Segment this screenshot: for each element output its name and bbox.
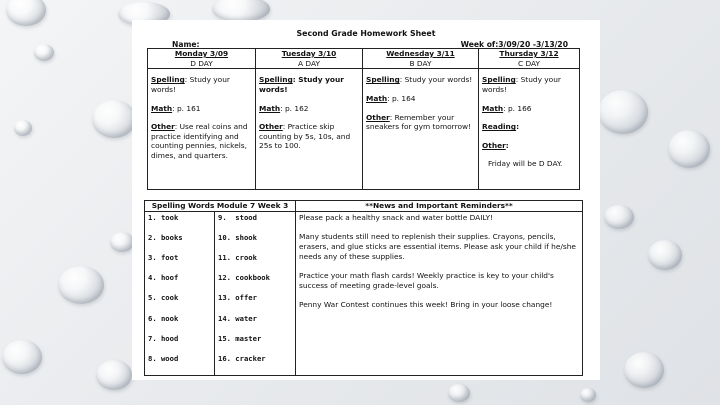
subject-label: Math xyxy=(366,93,388,103)
spelling-word: 7. hood xyxy=(148,333,179,343)
subject-label: Spelling xyxy=(151,75,185,85)
weekly-homework-table xyxy=(147,48,580,190)
homework-sheet xyxy=(132,20,600,380)
name-label: Name: xyxy=(172,40,200,49)
spelling-word: 8. wood xyxy=(148,353,179,363)
subject-label: Other xyxy=(366,112,390,122)
monday-assignments xyxy=(148,69,256,190)
day-header-wednesday: Wednesday 3/11 B DAY xyxy=(363,49,479,69)
spelling-word: 6. nook xyxy=(148,313,179,323)
thursday-assignments xyxy=(479,69,580,190)
subject-label: Other xyxy=(482,140,506,150)
friday-note: Friday will be D DAY. xyxy=(488,159,563,169)
news-reminders xyxy=(296,211,583,376)
wednesday-math: : p. 164 xyxy=(387,93,416,103)
spelling-words-column-1 xyxy=(145,211,215,376)
news-item: Please pack a healthy snack and water bottle DAILY! xyxy=(299,212,494,222)
tuesday-math: : p. 162 xyxy=(280,103,309,113)
spelling-words-header: Spelling Words Module 7 Week 3 xyxy=(145,201,296,212)
day-header-monday: Monday 3/09 D DAY xyxy=(148,49,256,69)
spelling-words-column-2 xyxy=(215,211,296,376)
news-item: Penny War Contest continues this week! Bring in your loose change! xyxy=(299,300,553,310)
spelling-word: 10. shook xyxy=(218,232,257,242)
tuesday-other: : Practice skip counting by 5s, 10s, and 25s to 100. xyxy=(259,122,351,151)
spelling-word: 3. foot xyxy=(148,253,179,262)
monday-other: : Use real coins and practice identifying and counting pennies, nickels, dimes, and quarters. xyxy=(151,122,248,160)
spelling-word: 1. took xyxy=(148,212,179,222)
thursday-math: : p. 166 xyxy=(503,103,532,113)
day-header-thursday: Thursday 3/12 C DAY xyxy=(479,49,580,69)
thursday-reading: : xyxy=(516,122,520,132)
subject-label: Spelling xyxy=(366,75,400,85)
day-header-tuesday: Tuesday 3/10 A DAY xyxy=(256,49,363,69)
wednesday-other: : Remember your sneakers for gym tomorrow! xyxy=(366,112,471,132)
spelling-word: 11. crook xyxy=(218,253,257,262)
subject-label: Math xyxy=(151,103,173,113)
spelling-word: 14. water xyxy=(218,313,257,323)
news-header: **News and Important Reminders** xyxy=(296,201,583,212)
spelling-word: 13. offer xyxy=(218,293,257,303)
monday-math: : p. 161 xyxy=(172,103,201,113)
spelling-word: 2. books xyxy=(148,232,183,242)
words-and-news-table xyxy=(144,200,583,376)
monday-spelling: : Study your words! xyxy=(151,75,230,94)
news-item: Practice your math flash cards! Weekly practice is key to your child's success of meeting grade-level goals. xyxy=(299,271,554,290)
thursday-spelling: : Study your words! xyxy=(482,75,561,94)
tuesday-assignments xyxy=(256,69,363,190)
spelling-word: 5. cook xyxy=(148,293,179,303)
subject-label: Spelling xyxy=(482,75,516,85)
subject-label: Spelling xyxy=(259,75,293,85)
news-item: Many students still need to replenish their supplies. Crayons, pencils, erasers, and glue sticks are essential items. Please ask your child if he/she needs any of these supplies. xyxy=(299,232,576,261)
subject-label: Other xyxy=(259,122,283,132)
subject-label: Math xyxy=(482,103,504,113)
spelling-word: 15. master xyxy=(218,333,262,343)
subject-label: Reading xyxy=(482,122,517,132)
spelling-word: 16. cracker xyxy=(218,353,266,363)
sheet-title: Second Grade Homework Sheet xyxy=(296,29,436,38)
spelling-word: 9. stood xyxy=(218,212,257,222)
wednesday-assignments xyxy=(363,69,479,190)
wednesday-spelling: : Study your words! xyxy=(399,75,473,85)
thursday-other: : xyxy=(505,140,509,150)
subject-label: Other xyxy=(151,122,175,132)
spelling-word: 12. cookbook xyxy=(218,273,270,283)
week-of-label: Week of:3/09/20 -3/13/20 xyxy=(460,40,568,49)
subject-label: Math xyxy=(259,103,281,113)
spelling-word: 4. hoof xyxy=(148,273,179,283)
tuesday-spelling: : Study your words! xyxy=(259,75,344,94)
